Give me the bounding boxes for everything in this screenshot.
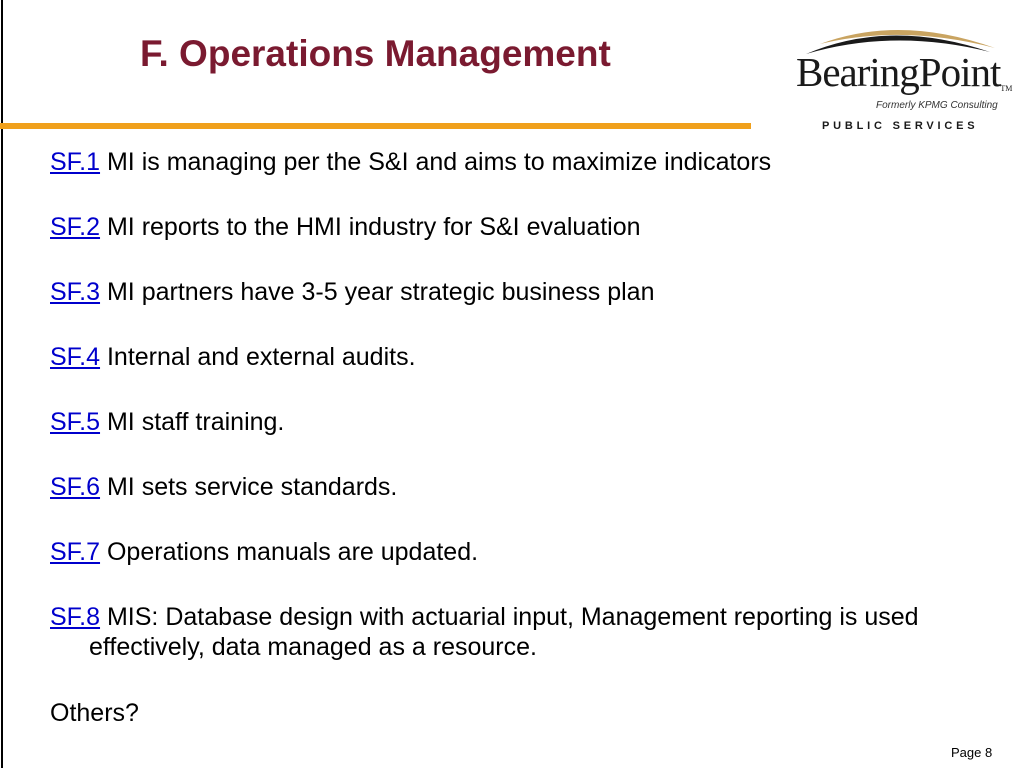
item-code-link[interactable]: SF.3 <box>50 278 101 306</box>
item-code-link[interactable]: SF.2 <box>50 213 101 241</box>
page-number: Page 8 <box>951 745 993 760</box>
item-text: MI staff training. <box>106 408 285 436</box>
list-item <box>50 342 990 372</box>
logo-trademark: TM <box>1000 84 1013 93</box>
accent-bar <box>0 123 751 129</box>
list-item <box>50 212 990 242</box>
division-label: PUBLIC SERVICES <box>822 120 979 132</box>
item-code-link[interactable]: SF.6 <box>50 473 101 501</box>
item-text: MIS: Database design with actuarial input, Management reporting is used effectively, data managed as a resource. <box>89 603 919 661</box>
item-text: MI reports to the HMI industry for S&I evaluation <box>106 213 641 241</box>
list-item <box>50 277 990 307</box>
item-text: MI sets service standards. <box>106 473 398 501</box>
success-factor-list <box>50 147 990 697</box>
item-code-link[interactable]: SF.8 <box>50 603 101 631</box>
list-item <box>50 602 990 662</box>
list-item <box>50 407 990 437</box>
logo-name-text: BearingPoint <box>796 49 1001 95</box>
bearingpoint-logo <box>790 18 1013 113</box>
item-text: Internal and external audits. <box>106 343 416 371</box>
item-code-link[interactable]: SF.1 <box>50 148 101 176</box>
list-item <box>50 537 990 567</box>
item-code-link[interactable]: SF.5 <box>50 408 101 436</box>
slide-title: F. Operations Management <box>140 33 611 74</box>
list-item <box>50 147 990 177</box>
list-item <box>50 472 990 502</box>
item-code-link[interactable]: SF.7 <box>50 538 101 566</box>
item-code-link[interactable]: SF.4 <box>50 343 101 371</box>
closing-question: Others? <box>50 699 139 727</box>
item-text: MI partners have 3-5 year strategic business plan <box>106 278 655 306</box>
logo-wordmark <box>796 49 1013 95</box>
left-border-rule <box>1 0 3 768</box>
logo-tagline: Formerly KPMG Consulting <box>876 100 998 111</box>
item-text: Operations manuals are updated. <box>106 538 479 566</box>
item-text: MI is managing per the S&I and aims to maximize indicators <box>106 148 772 176</box>
